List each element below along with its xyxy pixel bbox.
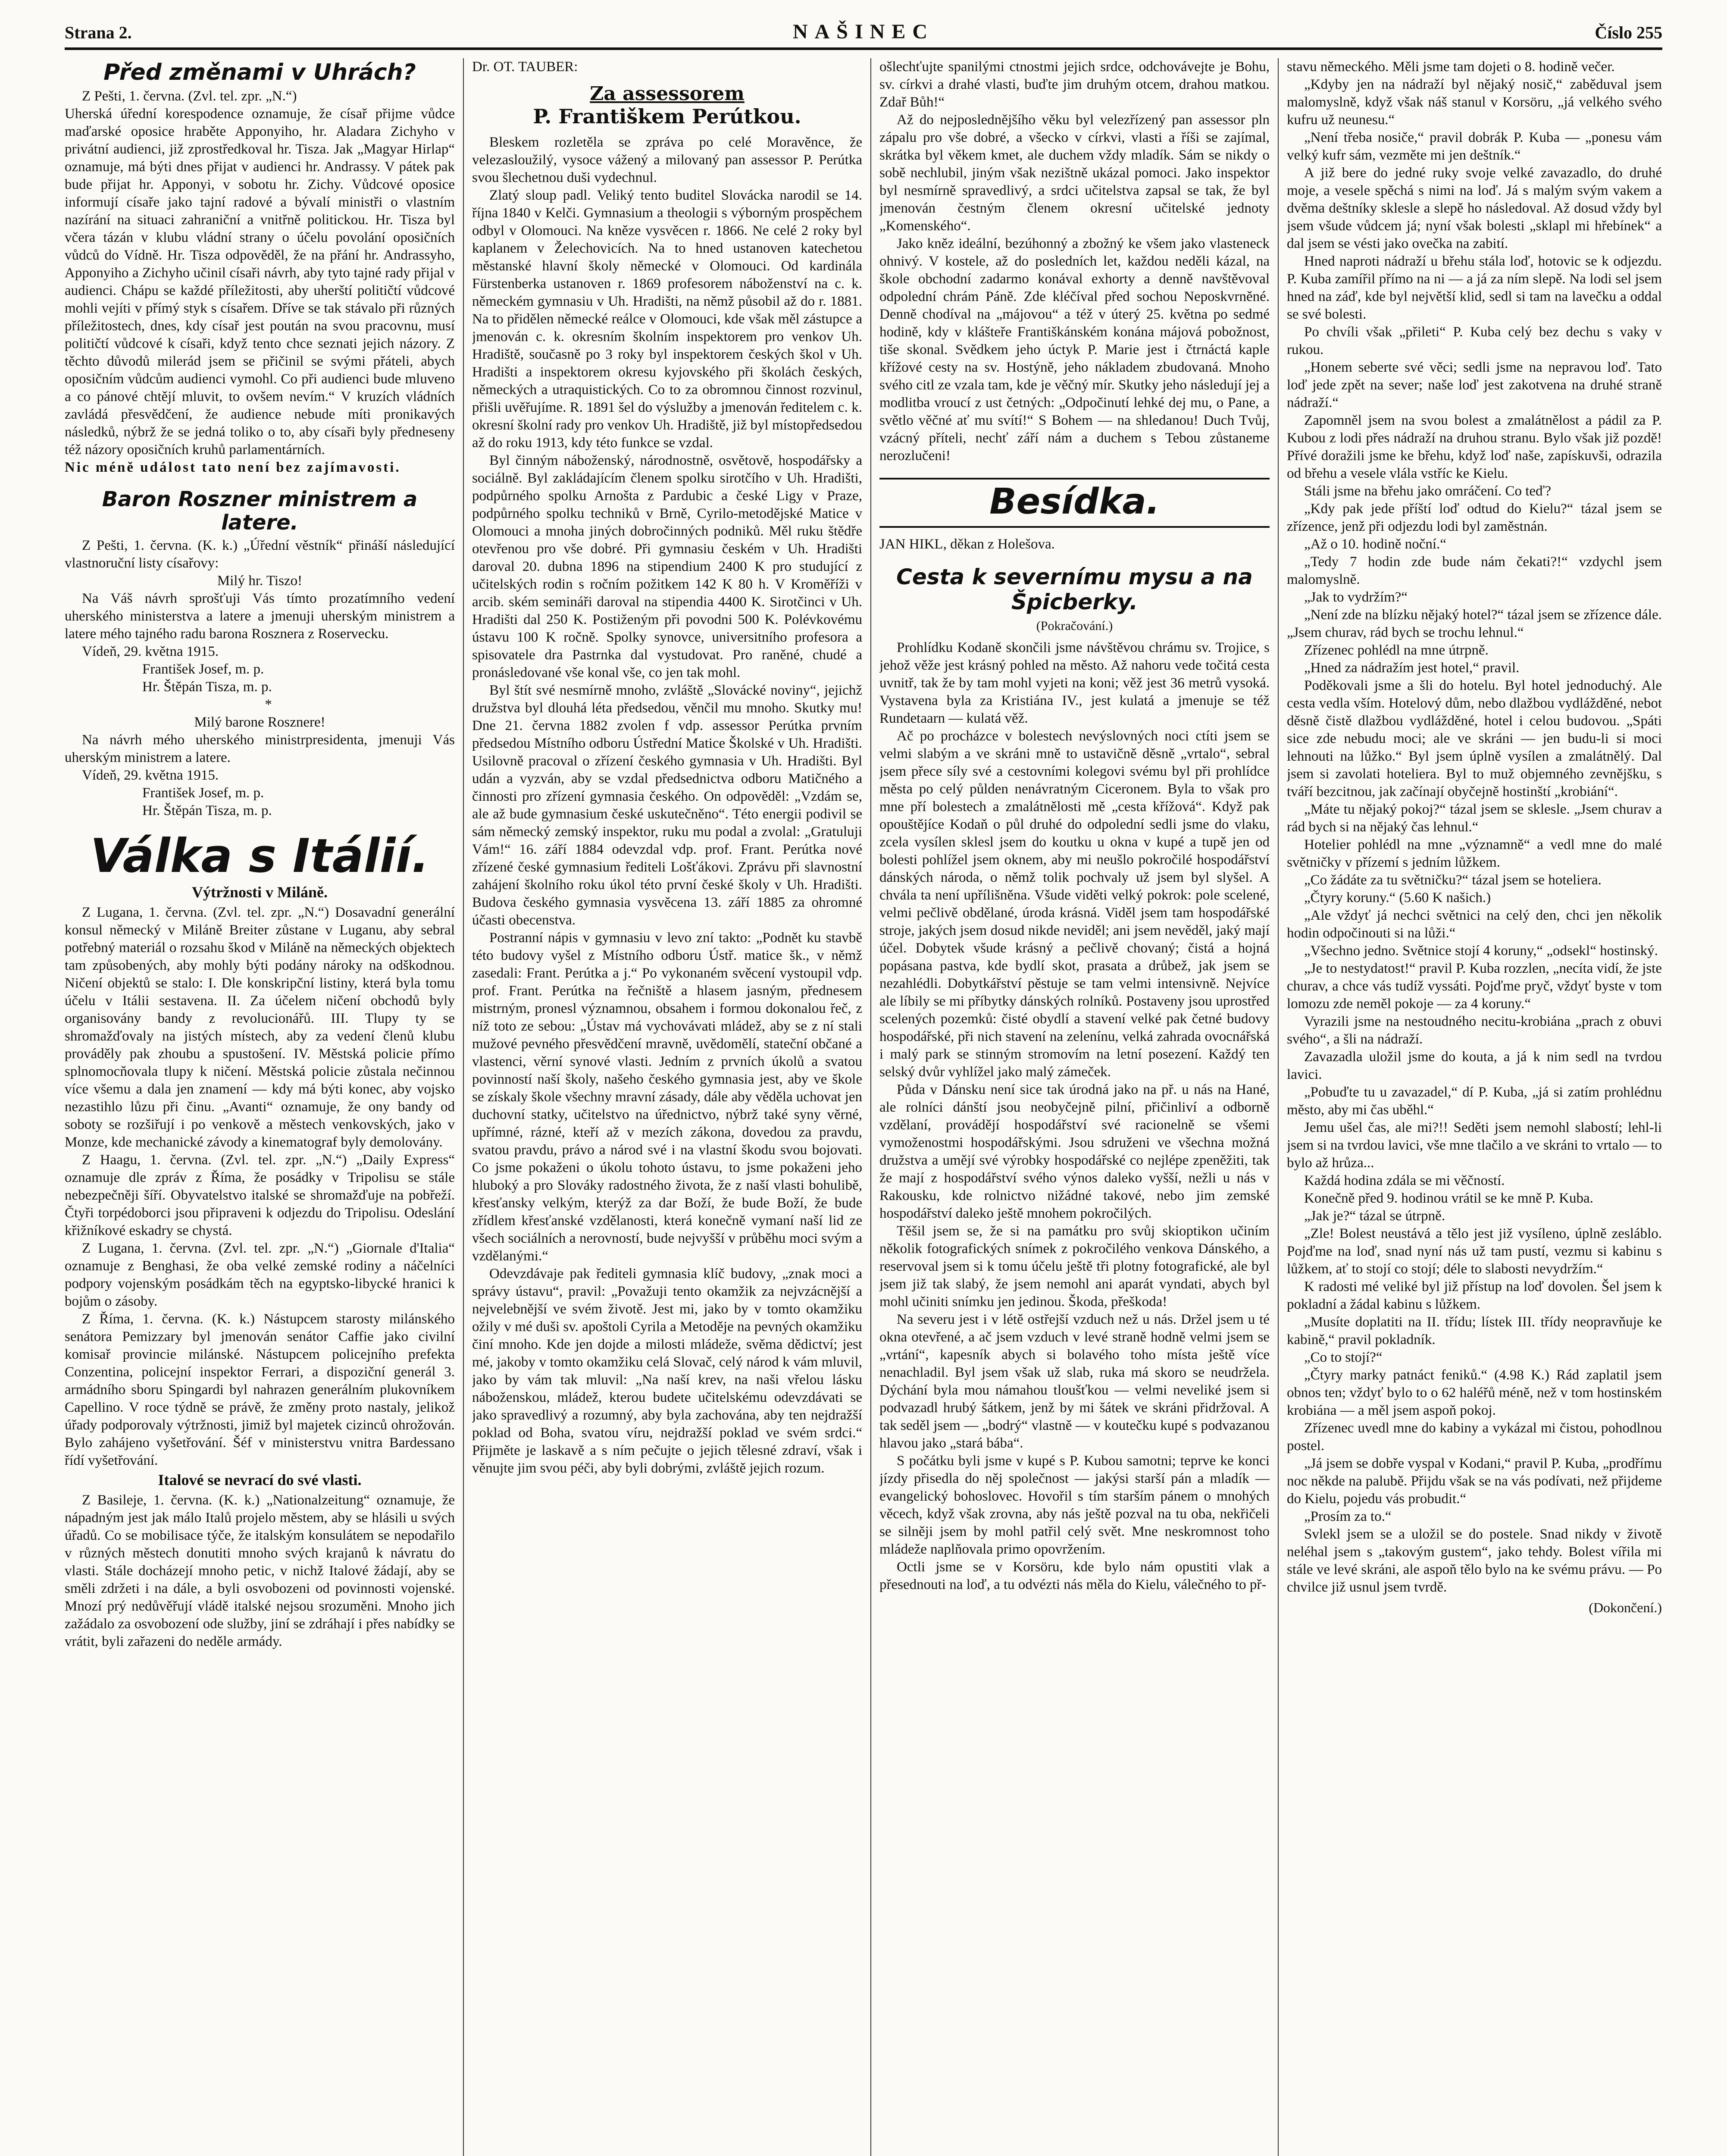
article-paragraph: Byl štít své nesmírně mnoho, zvláště „Slovácké noviny“, jejichž družstva byl dlouhá léta předsedou, věnčil mu mnoho. Skutky mu! Dne 21. června 1882 zvolen f vdp. assessor Perútka prvním předsedou Místního odboru Ústřední Matice Školské v Uh. Hradišti. Usilovně pracoval o zřízení českého gymnasia v Uh. Hradišti. Byl udán a vyzván, aby se vzdal předsednictva odboru Matičného a činnosti pro zřízení gymnasia českého. On odpověděl: „Vzdám se, ale až bude gymnasium české uskutečněno“. Této energii podivil se sám německý zemský inspektor, ruku mu podal a zvolal: „Gratuluji Vám!“ 16. září 1884 odevzdal vdp. prof. Frant. Perútka nové zřízené české gymnasium řediteli Lošťákovi. Zprávu při slavnostní zahájení školního roku úkol této první české školy v Uh. Hradišti. Budova českého gymnasia vysvěcena 13. září 1885 za ohromné účasti obecenstva.	[472, 683, 862, 928]
page-number: Strana 2.	[65, 23, 132, 42]
section-rule	[879, 478, 1270, 479]
column-3	[879, 58, 1270, 2156]
signature: Hr. Štěpán Tisza, m. p.	[142, 679, 272, 695]
subheadline: Italové se nevrací do své vlasti.	[158, 1471, 362, 1489]
column-4	[1287, 58, 1662, 2156]
article-paragraph: „Honem seberte své věci; sedli jsme na nepravou loď. Tato loď jede zpět na sever; naše loď jest zakotvena na druhé straně nádraží.“	[1287, 360, 1662, 411]
article-paragraph: „Musíte doplatiti na II. třídu; lístek III. třídy neopravňuje ke kabině,“ pravil pokladník.	[1287, 1314, 1662, 1348]
letter-body: Na Váš návrh sprošťuji Vás tímto prozatímního vedení uherského ministerstva a latere a jmenuji uherským ministrem a latere mého tajného radu barona Rosznera z Roservecku.	[65, 591, 455, 642]
article-paragraph: Uherská úřední korespodence oznamuje, že císař přijme vůdce maďarské oposice hraběte Apponyiho, hr. Aladara Zichyho v privátní audienci, již zprostředkoval hr. Tisza. Jak „Magyar Hirlap“ oznamuje, má býti dnes přijat v audienci hr. Andrassy. V pátek pak bude přijat hr. Apponyi, v sobotu hr. Zichy. Vůdcové oposice informují císaře jako tajní radové a bývalí ministři o vlastním nazírání na situaci zahraniční a vnitřně politickou. Hr. Tisza byl včera tázán v klubu vládní strany o účelu povolání oposičních vůdců do Vídně. Hr. Tisza odpověděl, že na přání hr. Andrassyho, Apponyiho a Zichyho učinil císaři návrh, aby tyto tajné rady přijal v audienci. Chápu se každé příležitosti, aby uherští političtí vůdcové mohli vejíti v přímý styk s císařem. Dříve se tak stávalo při různých příležitostech, dnes, kdy císař jest poután na svou pracovnu, musí političtí vůdcové k císaři, když tento chce seznati jejich názory. Z těchto důvodů milerád jsem se přičinil se svými přáteli, abych oposičním vůdcům audienci vymohl. Co při audienci bude mluveno a co pánové chtějí mluvit, to ovšem nevím.“ V kruzích vládních zavládá přesvědčení, že audience nebude míti pronikavých následků, nýbrž že se jedná toliko o to, aby císaři byly předneseny též názory oposičních kruhů parlamentárních.	[65, 106, 455, 458]
article-paragraph: Bleskem rozletěla se zpráva po celé Moravěnce, že velezasloužilý, vysoce vážený a milovaný pan assessor P. Perútka svou šlechetnou duši vydechnul.	[472, 135, 862, 185]
letter-place: Vídeň, 29. května 1915.	[82, 644, 219, 659]
article-paragraph: Hotelier pohlédl na mne „významně“ a vedl mne do malé světničky v přízemí s jedním lůžkem.	[1287, 837, 1662, 870]
article-paragraph: Prohlídku Kodaně skončili jsme návštěvou chrámu sv. Trojice, s jehož věže jest krásný pohled na město. Až nahoru vede točitá cesta uvnitř, tak že by tam mohl vyjeti na koni; věž jest 36 metrů vysoká. Vystavena byla za Kristiána IV., jest kulatá a jmenuje se též Rundetaarn — kulatá věž.	[879, 640, 1270, 726]
article-paragraph: Postranní nápis v gymnasiu v levo zní takto: „Podnět ku stavbě této budovy vyšel z Místního odboru Ústř. matice šk., v němž zasedali: Frant. Perútka a j.“ Po vykonaném svěcení vystoupil vdp. prof. Frant. Perútka na řečniště a hlasem jasným, přednesem mistrným, pronesl významnou, obsahem i formou dokonalou řeč, z níž toto ze sebou: „Ústav má vychovávati mládež, aby se z ní stali mužové pevného přesvědčení mravně, uvědomělí, stateční občané a vlastenci, věrní synové vlasti. Jedním z prvních úkolů a svatou povinností naší školy, našeho českého gymnasia jest, aby ve škole se získaly škole všechny mravní zásady, dále aby věděla uchovat jen duchovní statky, učitelstvo na úřednictvo, nýbrž také syny věrné, upřímné, rázné, kteří až v mezích zákona, dovedou za pravdu, svatou pravdu, právo a národ své i na vlastní škodu svou bojovati. Co jsme pokaženi o úkolu tohoto ústavu, to jsme pokaženi jeho hluboký a pro Slováky radostného života, že z naší vlasti bohulibě, křesťansky velkým, kterýž za dar Boží, že bude Boží, že bude zřídlem křesťanské vzdělanosti, která konečně vymaní naší lid ze všech sociálních a nerovností, bude nejvyšší v průběhu moci svým a vzdělanými.“	[472, 930, 862, 1264]
headline-uhry: Před změnami v Uhrách?	[103, 60, 416, 85]
article-paragraph: „Ale vždyť já nechci světnici na celý den, chci jen několik hodin odpočinouti si na lůži.“	[1287, 908, 1662, 941]
article-paragraph: Na severu jest i v létě ostřejší vzduch než u nás. Držel jsem u té okna otevřené, a ač jsem vzduch v levé straně hodně velmi jsem se „vrtání“, kapesník abych si bolavého toho místa ještě více nenachladil. Byl jsem však už slab, ruka má skoro se neudržela. Dýchání byla mou námahou tloušťkou — velmi neveliké jsem si podvazadl hrubý šátkem, jenž by mi šátek ve skráni přidržoval. A tak seděl jsem — „bodrý“ vlastně — v koutečku kupé s podvazanou hlavou jako „stará bába“.	[879, 1312, 1270, 1451]
article-paragraph: Zavazadla uložil jsme do kouta, a já k nim sedl na tvrdou lavici.	[1287, 1049, 1662, 1082]
article-paragraph: Octli jsme se v Korsöru, kde bylo nám opustiti vlak a přesednouti na loď, a tu odvézti nás měla do Kielu, válečného to př-	[879, 1559, 1270, 1592]
article-paragraph: Jemu ušel čas, ale mi?!! Seděti jsem nemohl slabostí; lehl-li jsem si na tvrdou lavici, vše mne tlačilo a ve skráni to vrtalo — to bylo až hrůza...	[1287, 1120, 1662, 1171]
signature: František Josef, m. p.	[142, 661, 264, 677]
article-paragraph: Konečně před 9. hodinou vrátil se ke mně P. Kuba.	[1304, 1191, 1593, 1206]
article-paragraph: Z Haagu, 1. června. (Zvl. tel. zpr. „N.“) „Daily Express“ oznamuje dle zpráv z Říma, že posádky v Tripolisu se stále nebezpečněji šíří. Obyvatelstvo italské se shromažďuje na pobřeží. Čtyři torpédoborci jsou připraveni k odjezdu do Tripolisu. Odeslání křižníkové eskadry se chystá.	[65, 1152, 455, 1238]
article-paragraph: „Máte tu nějaký pokoj?“ tázal jsem se sklesle. „Jsem churav a rád bych si na nějaký čas lehnul.“	[1287, 802, 1662, 835]
article-paragraph: Těšil jsem se, že si na památku pro svůj skioptikon učiním několik fotografických snímek z pokročilého venkova Dánského, a reservoval jsem si k tomu účelu ještě tři plotny fotografické, ale byl jsem již tak slabý, že jsem nemohl ani aparát vyndati, abych byl mohl učiniti snímku jen jedinou. Škoda, přeškoda!	[879, 1223, 1270, 1310]
column-divider	[1278, 58, 1279, 2156]
article-paragraph: Z Říma, 1. června. (K. k.) Nástupcem starosty milánského senátora Pemizzary byl jmenován senátor Caffie jako civilní komisař provincie milánské. Nástupcem policejního prefekta Conzentina, policejní inspektor Ferrari, a dispoziční generál 3. armádního sboru Spingardi byl nahrazen generálním plukovníkem Capellino. V roce týdně se právě, že změny proto nastaly, jelikož úřady podporovaly výtržnosti, jimiž byl majetek cizinců ohrožován. Bylo zahájeno vyšetřování. Šéf v ministerstvu vnitra Bardessano řídí vyšetřování.	[65, 1311, 455, 1468]
article-paragraph: ošlechťujte spanilými ctnostmi jejich srdce, odchovávejte je Bohu, sv. církvi a drahé vlasti, buďte jim druhým otcem, drahou matkou. Zdař Bůh!“	[879, 59, 1270, 110]
article-paragraph: „Kdy pak jede příští loď odtud do Kielu?“ tázal jsem se zřízence, jenž při odjezdu lodi byl zaměstnán.	[1287, 501, 1662, 534]
article-paragraph: Jako kněz ideální, bezúhonný a zbožný ke všem jako vlasteneck ohnivý. V kostele, až do posledních let, každou neděli kázal, na škole obchodní zadarmo konával exhorty a denně navštěvoval odpolední chrám Páně. Zde kléčíval před sochou Neposkvrněné. Denně chodíval na „májovou“ a též v úterý 25. května po sedmé hodině, kdy v klášteře Františkánském konána májová pobožnost, tiše skonal. Svědkem jeho úctyk P. Marie jest i čtrnáctá kaple křížové cesty na sv. Hostýně, jeho nákladem zbudovaná. Mnoho svého citl ze vzala tam, kde je věčný mír. Skutky jeho následují jej a modlitba vroucí z ust četných: „Odpočinutí lehké dej mu, o Pane, a světlo věčné ať mu svítí!“ S Bohem — na shledanou! Duch Tvůj, vzácný příteli, nechť září nám a duchem s Tebou zůstaneme nerozlučeni!	[879, 236, 1270, 464]
section-rule	[879, 526, 1270, 528]
dateline: Z Pešti, 1. června. (K. k.) „Úřední věstník“ přináší následující vlastnoruční listy císařovy:	[65, 538, 455, 571]
article-paragraph: K radosti mé veliké byl již přístup na loď dovolen. Šel jsem k pokladní a žádal kabinu s lůžkem.	[1287, 1279, 1662, 1312]
column-divider	[870, 58, 871, 2156]
masthead	[65, 17, 1662, 47]
article-paragraph: Zřízenec pohlédl na mne útrpně.	[1304, 642, 1489, 658]
column-2	[472, 58, 862, 2156]
article-paragraph: Hned naproti nádraží u břehu stála loď, hotovic se k odjezdu. P. Kuba zamířil přímo na ni — a já za ním slepě. Na lodi sel jsem hned na záď, kde byl největší klid, sedl si tam na lavečku a oddal se své bolesti.	[1287, 254, 1662, 322]
article-paragraph: A již bere do jedné ruky svoje velké zavazadlo, do druhé moje, a vesele spěchá s nimi na loď. Já s malým svým vakem a dvěma deštníky sklesle a slepě ho následoval. Až dosud vždy byl jsem všude vůdcem já; nyní však bolesti „sklapl mi hřebínek“ a dal jsem se vésti jako ovečka na zabití.	[1287, 165, 1662, 251]
letter-place: Vídeň, 29. května 1915.	[82, 768, 219, 783]
article-paragraph: Stáli jsme na břehu jako omráčení. Co teď?	[1304, 483, 1552, 499]
column-divider	[463, 58, 464, 2156]
article-paragraph: „Čtyry koruny.“ (5.60 K našich.)	[1304, 890, 1491, 906]
article-paragraph: „Čtyry marky patnáct feniků.“ (4.98 K.) Rád zaplatil jsem obnos ten; vždyť bylo to o 62 haléřů méně, než v tom hostinském krobiána — a měl jsem aspoň pokoj.	[1287, 1367, 1662, 1418]
newspaper-title: NAŠINEC	[792, 20, 935, 43]
article-paragraph: Ač po procházce v bolestech nevýslovných noci ctíti jsem se velmi slabým a ve skráni mně to ustavičně děsně „vrtalo“, sebral jsem přece síly své a cestovními kolegovi svému byl při prohlídce města po celý půlden nenávratným Ciceronem. Byla to však pro mne pří bolestech a zmalátnělosti mě „cesta křížová“. Když pak opouštějíce Kodaň o půl druhé do odpolední sedli jsme do vlaku, zcela vysílen sklesl jsem do koutku u okna v kupé a tupě jen od bolesti pohlížel jsem oknem, aby mi neušlo pokročilé hospodářství dánských národa, o němž tolik pochvaly už jsem byl slyšel. A chvála ta není upřílišněna. Všude viděti velký pokrok: pole scelené, velmi pečlivě obdělané, úroda krásná. Viděl jsem tam hospodářské stroje, jakých jsem dosud nikde neviděl; ani jsem nevěděl, jaký mají účel. Dobytek všude krásný a pečlivě chovaný; čistá a hojná popásana pastva, kde bydlí skot, prasata a drůbež, jak jsem se nezahlédli. Dobytkářství pěstuje se tam velmi intensivně. Nejvíce ale líbily se mi příbytky dánských rolníků. Postaveny jsou uprostřed scelených pozemků: čisté obydlí a stavení velké pak četné budovy hospodářské, při nich stavení na zelenínu, velká zahrada ovocnářská i malý park se stinným stromovím na letní posezení. Každý ten selský dvůr vyhlížel jako malý zámeček.	[879, 728, 1270, 1080]
article-paragraph: „Kdyby jen na nádraží byl nějaký nosič,“ zaběduval jsem malomyslně, když však náš stanul v Korsöru, „já velkého svého kufru už neunesu.“	[1287, 77, 1662, 128]
article-paragraph: Z Lugana, 1. června. (Zvl. tel. zpr. „N.“) Dosavadní generální konsul německý v Miláně Breiter zůstane v Luganu, aby sebral potřebný materiál o rozsahu škod v Miláně na německých objektech tam způsobených, aby mohly býti podány nároky na odškodnou. Ničení objektů se stalo: I. Dle konskripční listiny, která byla tomu účelu v Itálii sestavena. II. Za účelem ničení obchodů byly organisovány bandy z revolucionářů. III. Tlupy ty se shromažďovaly na jistých místech, aby za vedení členů klubu prováděly pak zhoubu a spustošení. IV. Městská policie přímo splnomocňovala tlupy k ničení. Městská policie zůstala nečinnou více všemu a dala jen znamení — kdy má býti konec, aby vojsko nezastihlo lůzu při činu. „Avanti“ oznamuje, že ony bandy od soboty se rozšiřují i po venkově a městech venkovských, jako v Monze, kde mechanické závody a kinematograf byly demolovány.	[65, 905, 455, 1150]
masthead-rule	[65, 47, 1662, 50]
article-paragraph: S počátku byli jsme v kupé s P. Kubou samotni; teprve ke konci jízdy přisedla do něj společnost — jakýsi starší pán a mladík — evangelický bohoslovec. Hovořil s tím starším pánem o mnohých věcech, když však zrovna, aby nás ještě pozval na tu oba, nekřičeli se silněji jsem by mohl patřil celý svět. Mne neskromnost toho mládeže naplňovala primo opovržením.	[879, 1453, 1270, 1557]
article-paragraph: „Až o 10. hodině noční.“	[1304, 536, 1446, 552]
article-paragraph: Zřízenec uvedl mne do kabiny a vykázal mi čistou, pohodlnou postel.	[1287, 1420, 1662, 1454]
article-paragraph: „Já jsem se dobře vyspal v Kodani,“ pravil P. Kuba, „prodřímu noc někde na palubě. Přijdu však se na vás podívati, než přijdeme do Kielu, pojedu vás probudit.“	[1287, 1456, 1662, 1507]
article-paragraph: „Všechno jedno. Světnice stojí 4 koruny,“ „odsekl“ hostinský.	[1304, 943, 1658, 959]
article-paragraph: Odevzdávaje pak řediteli gymnasia klíč budovy, „znak moci a správy ústavu“, pravil: „Považuji tento okamžik za nejvzácnější a nejvelebnější ve svém životě. Jest mi, jako by v tomto okamžiku ožily v mé duši sv. apoštoli Cyrila a Metoděje na pevných okamžiku činí mnoho. Kde jen dojde a milosti mládeže, svěma dědictví; jest mé, jakoby v tomto okamžiku celá Slovač, celý národ k vám mluvil, jako by vám tak mluvil: „Na naší krev, na naši vřelou lásku náboženskou, mládež, kterou budete učitelskému odevzdávati se jako spravedlivý a rozumný, aby byla zachována, aby ten nejdražší poklad od Boha, svatou víru, nejdražší poklad ve svém srdci.“ Přijměte je laskavě a s ním pečujte o jejich tělesné zdraví, však i věnujte jim svou péči, aby byli dobrými, zvláště jejich rozum.	[472, 1266, 862, 1476]
signature: František Josef, m. p.	[142, 785, 264, 801]
headline-roszner: Baron Roszner ministrem a latere.	[102, 487, 418, 535]
headline-valka: Válka s Itálií.	[90, 829, 429, 883]
end-note: (Dokončení.)	[1589, 1600, 1662, 1615]
article-paragraph: „Co žádáte za tu světničku?“ tázal jsem se hoteliera.	[1304, 872, 1602, 888]
article-paragraph: „Jak je?“ tázal se útrpně.	[1304, 1208, 1445, 1224]
article-paragraph: Z Basileje, 1. června. (K. k.) „Nationalzeitung“ oznamuje, že nápadným jest jak málo Italů projelo městem, aby se hlásili u svých úřadů. Co se mobilisace týče, že italským konsulátem se nepodařilo v různých městech donutiti mnoho svých krajanů k návratu do vlasti. Stále docházejí mnoho petic, v nichž Italové žádají, aby se směli zdržeti i na dále, a byli osvobozeni od povinnosti vojenské. Mnozí prý nedůvěřují vládě italské nejsou srozuměni. Mnoho jich zažádalo za osvobození ode služby, jiní se zdráhají i přes nabídky se vrátit, byli zařazeni do neděle armády.	[65, 1492, 455, 1649]
dateline: Z Pešti, 1. června. (Zvl. tel. zpr. „N.“)	[82, 88, 297, 104]
subheadline: Výtržnosti v Miláně.	[192, 884, 328, 901]
article-paragraph: „Pobuďte tu u zavazadel,“ dí P. Kuba, „já si zatím prohlédnu město, aby mi čas uběhl.“	[1287, 1084, 1662, 1118]
article-paragraph: „Je to nestydatost!“ pravil P. Kuba rozzlen, „necíta vidí, že jste churav, a chce vás tudíž vyssáti. Pojďme pryč, vždyť byste v tom lomozu zde neměl pokoje — za 4 koruny.“	[1287, 961, 1662, 1012]
article-paragraph: Zapomněl jsem na svou bolest a zmalátnělost a pádil za P. Kubou z lodi přes nádraží na druhou stranu. Bylo však již pozdě! Přívé doražili jsme ke břehu, když loď naše, zapískuvši, odrazila od břehu a vesele vlála vstříc ke Kielu.	[1287, 413, 1662, 481]
article-paragraph: „Tedy 7 hodin zde bude nám čekati?!“ vzdychl jsem malomyslně.	[1287, 554, 1662, 587]
separator-star: *	[265, 697, 272, 712]
article-paragraph: „Jak to vydržím?“	[1304, 589, 1408, 605]
byline: JAN HIKL, děkan z Holešova.	[879, 536, 1055, 552]
article-paragraph: Až do nejposlednějšího věku byl velezřízený pan assessor pln zápalu pro vše dobré, a všecko v církvi, vlasti a říši se zajímal, skrátka byl věkem kmet, ale duchem vždy mladík. Sám se nikdy o sobě nechlubil, jiným však nezištně ukázal pomoci. Jako inspektor byl nesmírně spravedlivý, a srdci učitelstva zapsal se tak, že byl jmenován čestným členem okresní učitelské jednoty „Komenského“.	[879, 112, 1270, 234]
article-paragraph: Každá hodina zdála se mi věčností.	[1304, 1173, 1505, 1188]
article-paragraph: Byl činným náboženský, národnostně, osvětově, hospodářsky a sociálně. Byl zakládajícím členem spolku sirotčího v Uh. Hradišti, podpůrného spolku Arnošta z Pardubic a české Ligy v Praze, podpůrného spolku techniků v Brně, Cyrilo-metodějské Matice v Olomouci a mnoha jiných dobročinných podniků. Měl ruku štědře otevřenou pro vše dobré. Při gymnasiu českém v Uh. Hradišti daroval 20. dubna 1896 na stipendium 2400 K pro studující z učitelských rodin s ročním požitkem 142 K 80 h. V Kroměříži v arcib. ském semináři daroval na stipendia 4400 K. Sirotčinci v Uh. Hradišti dal 250 K. Postiženým při povodni 500 K. Polévkovému ústavu 100 K ročně. Spolky synovce, universitního profesora a spisovatele dra Pastrnka dal vystudovat. Pro raněné, chudé a pronásledované vše konal vše, co jen tak mohl.	[472, 453, 862, 680]
article-paragraph: „Prosím za to.“	[1304, 1509, 1392, 1524]
letter-body: Na návrh mého uherského ministrpresidenta, jmenuji Vás uherským ministrem a latere.	[65, 732, 455, 765]
article-paragraph: Po chvíli však „přileti“ P. Kuba celý bez dechu s vaky v rukou.	[1287, 324, 1662, 357]
issue-number: Číslo 255	[1595, 23, 1662, 42]
article-paragraph: Svlekl jsem se a uložil se do postele. Snad nikdy v životě neléhal jsem s „takovým gustem“, jako tehdy. Bolest vířila mi stále ve levé skráni, ale aspoň tělo bylo na ke svému právu. — Po chvilce již usnul jsem tvrdě.	[1287, 1526, 1662, 1595]
continuation-note: (Pokračování.)	[1036, 619, 1113, 633]
article-paragraph-emphasis: Nic méně událost tato není bez zajímavosti.	[65, 460, 401, 475]
headline-obituary-line1: Za assessorem	[590, 83, 745, 105]
byline: Dr. OT. TAUBER:	[472, 59, 578, 75]
letter-salutation: Milý hr. Tiszo!	[217, 573, 303, 589]
article-paragraph: Zlatý sloup padl. Veliký tento buditel Slovácka narodil se 14. října 1840 v Kelči. Gymnasium a theologii s výborným prospěchem odbyl v Olomouci. Na kněze vysvěcen r. 1866. Ne celé 2 roky byl kaplanem v Želechovicích. Na to hned ustanoven katechetou městanské hlavní školy německé v Olomouci. Od kardinála Fürstenberka ustanoven r. 1869 profesorem náboženství na c. k. německém gymnasiu v Uh. Hradišti, na němž působil až do r. 1881. Na to přidělen německé reálce v Olomouci, kde však měl zástupce a jmenován c. k. okresním školním inspektorem pro venkov Uh. Hradiště, současně po 3 roky byl inspektorem českých škol v Uh. Hradišti a inspektorem okresu kyjovského při školách českých, německých a utraquistických. Co to za obromnou činnost rozvinul, přišli uvěřujíme. R. 1891 šel do výslužby a jmenován ředitelem c. k. okresní školní rady pro venkov Uh. Hradiště, již byl místopředsedou až do roku 1913, kdy této funkce se vzdal.	[472, 188, 862, 451]
article-paragraph: Poděkovali jsme a šli do hotelu. Byl hotel jednoduchý. Ale cesta vedla vším. Hotelový dům, nebo dlažbou vydlážděné, nebot děsně čistě dlažbou vydlážděné, hotel i celou budovou. „Spáti sice zde nebudu moci; ale ve skráni — jen budu-li si moci lehnouti na lůžko.“ Byl jsem úplně vysílen a zmalátnělý. Dal jsem si zavolati hoteliera. Byl to muž objemného zevnějšku, s tváří bezcitnou, jak začínají obyčejně hostinští „krobiání“.	[1287, 678, 1662, 799]
article-paragraph: „Zle! Bolest neustává a tělo jest již vysíleno, úplně zesláblo. Pojďme na loď, snad nyní nás už tam pustí, vezmu si kabinu s lůžkem, ať to stojí co stojí; déle to slabosti nevydržím.“	[1287, 1226, 1662, 1277]
headline-cesta: Cesta k severnímu mysu a na Špicberky.	[896, 564, 1253, 614]
signature: Hr. Štěpán Tisza, m. p.	[142, 803, 272, 818]
letter-salutation: Milý barone Rosznere!	[194, 714, 325, 730]
article-paragraph: Půda v Dánsku není sice tak úrodná jako na př. u nás na Hané, ale rolníci dánští jsou neobyčejně pilní, přičinliví a odborně vzdělaní, provádějí hospodářství své racionelně se všemi vymoženostmi hospodářskými. Jsou sdruženi ve všechna možná družstva a umějí své výrobky hospodářské co nejlépe zpeněžiti, tak že mají z hospodářství svého výnos daleko vyšší, nežli u nás v Rakousku, kde rolnictvo nižádné takové, nebo jim zemské hospodářství daleko ještě mnohem pokročilých.	[879, 1082, 1270, 1221]
headline-obituary-line2: P. Františkem Perútkou.	[533, 105, 801, 128]
article-paragraph: stavu německého. Měli jsme tam dojeti o 8. hodině večer.	[1287, 59, 1615, 75]
article-paragraph: „Hned za nádražím jest hotel,“ pravil.	[1304, 660, 1520, 676]
article-paragraph: Z Lugana, 1. června. (Zvl. tel. zpr. „N.“) „Giornale d'Italia“ oznamuje z Benghasi, že oba velké zemské rodiny a náčelníci podpory vojenským posádkám těch na egyptsko-libycké hranici k bojům o zásoby.	[65, 1241, 455, 1309]
article-paragraph: „Není zde na blízku nějaký hotel?“ tázal jsem se zřízence dále. „Jsem churav, rád bych se trochu lehnul.“	[1287, 607, 1662, 640]
article-paragraph: „Není třeba nosiče,“ pravil dobrák P. Kuba — „ponesu vám velký kufr sám, vezměte mi jen deštník.“	[1287, 130, 1662, 163]
article-paragraph: Vyrazili jsme na nestoudného necitu-krobiána „prach z obuvi svého“, a šli na nádraží.	[1287, 1014, 1662, 1047]
section-title-besidka: Besídka.	[989, 481, 1160, 522]
article-paragraph: „Co to stojí?“	[1304, 1350, 1383, 1365]
column-1	[65, 58, 455, 2156]
